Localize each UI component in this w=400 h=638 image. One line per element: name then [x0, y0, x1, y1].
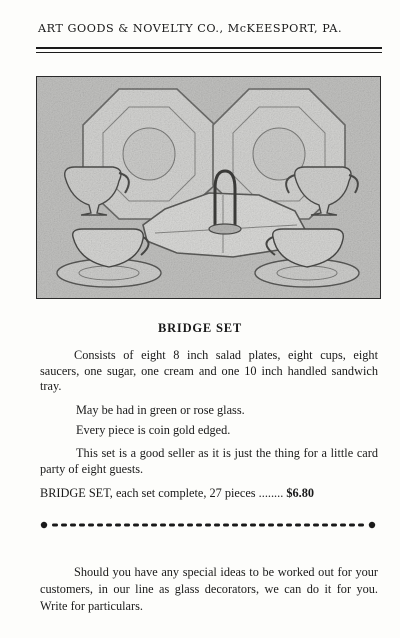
divider-dash — [79, 524, 85, 527]
divider-dash — [214, 524, 220, 527]
divider-end-left — [41, 522, 47, 528]
divider-dash — [268, 524, 274, 527]
price-leader-dots: ........ — [258, 486, 284, 500]
divider-dash — [97, 524, 103, 527]
sales-pitch: This set is a good seller as it is just the thing for a little card party of eight guests. — [40, 446, 378, 476]
divider-dash — [340, 524, 346, 527]
divider-dash — [259, 524, 265, 527]
divider-dash — [88, 524, 94, 527]
color-options-note: May be had in green or rose glass. — [76, 403, 245, 417]
divider-dash — [232, 524, 238, 527]
divider-dash — [250, 524, 256, 527]
divider-dash — [70, 524, 76, 527]
divider-dash — [169, 524, 175, 527]
product-description: Consists of eight 8 inch salad plates, eight cups, eight saucers, one sugar, one cream and one 10 inch handled sandwich tray. — [40, 348, 378, 393]
custom-decoration-offer: Should you have any special ideas to be worked out for your customers, in our line as glass decorators, we can do it for you. Write for particulars. — [40, 565, 378, 613]
company-header: ART GOODS & NOVELTY CO., McKEESPORT, PA. — [38, 22, 343, 35]
divider-dash — [223, 524, 229, 527]
divider-dash — [295, 524, 301, 527]
divider-dash — [205, 524, 211, 527]
divider-dash — [304, 524, 310, 527]
divider-dash — [178, 524, 184, 527]
divider-dash — [52, 524, 58, 527]
divider-dash — [151, 524, 157, 527]
divider-dash — [133, 524, 139, 527]
divider-dash — [349, 524, 355, 527]
divider-dash — [313, 524, 319, 527]
divider-dash — [322, 524, 328, 527]
divider-dash — [241, 524, 247, 527]
divider-dash — [61, 524, 67, 527]
header-rule-thin — [36, 52, 382, 53]
divider-dash — [331, 524, 337, 527]
divider-dash — [358, 524, 364, 527]
divider-dashes — [52, 524, 364, 527]
divider-dash — [187, 524, 193, 527]
price-label: BRIDGE SET, each set complete, 27 pieces — [40, 486, 256, 500]
divider-dash — [286, 524, 292, 527]
ornamental-divider — [40, 519, 376, 531]
price-line — [40, 486, 378, 501]
divider-dash — [124, 524, 130, 527]
gold-edge-note: Every piece is coin gold edged. — [76, 423, 231, 437]
divider-dash — [142, 524, 148, 527]
divider-dash — [160, 524, 166, 527]
divider-dash — [106, 524, 112, 527]
divider-dash — [115, 524, 121, 527]
divider-dash — [196, 524, 202, 527]
product-photo — [36, 76, 381, 299]
product-title: BRIDGE SET — [157, 321, 243, 335]
divider-dash — [277, 524, 283, 527]
bridge-set-illustration — [37, 77, 380, 298]
divider-end-right — [369, 522, 375, 528]
header-rule-thick — [36, 47, 382, 49]
price-amount: $6.80 — [286, 486, 315, 500]
